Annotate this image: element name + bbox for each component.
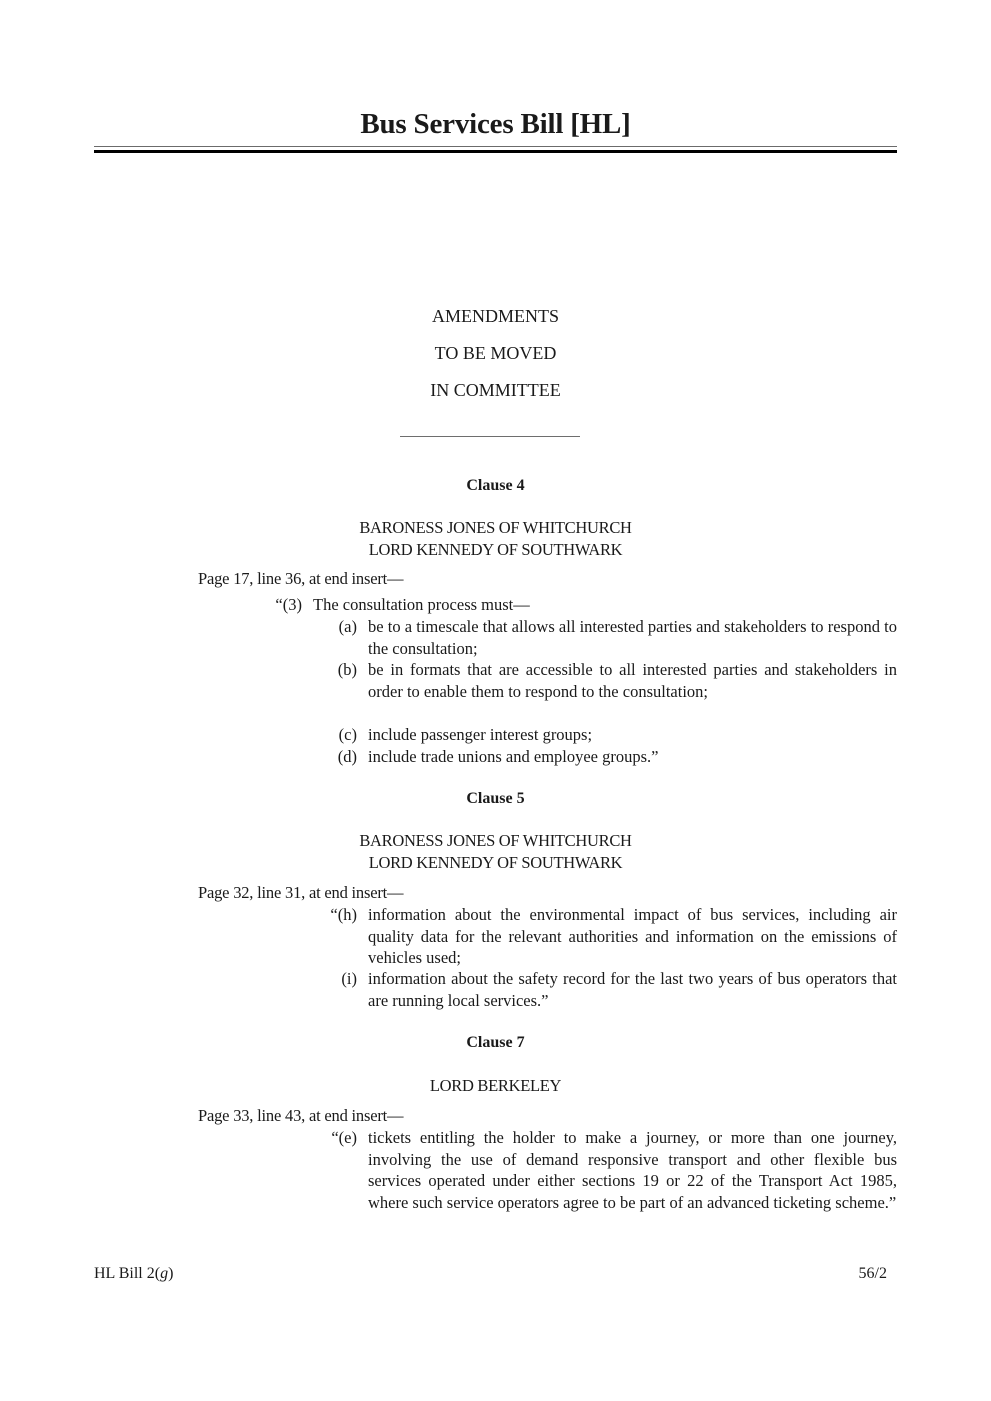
subsection-label: “(3)	[275, 595, 302, 614]
amendment-instruction: Page 17, line 36, at end insert—	[198, 569, 404, 588]
bill-ref-suffix: )	[168, 1265, 174, 1282]
paragraph-text: include trade unions and employee groups.”	[368, 747, 659, 766]
paragraph-label: (i)	[341, 969, 357, 988]
paragraph-label: “(e)	[331, 1128, 357, 1147]
sponsor-name: LORD BERKELEY	[429, 1076, 562, 1095]
amendment-instruction: Page 33, line 43, at end insert—	[198, 1106, 404, 1125]
paragraph-label: (b)	[337, 660, 357, 679]
clause-heading: Clause 7	[466, 1034, 525, 1051]
page-code: 56/2	[858, 1265, 887, 1282]
paragraph-label: (c)	[338, 725, 357, 744]
paragraph-text: information about the environmental impact of bus services, including air quality data for the relevant authorities and information on the emissions of vehicles used;	[368, 905, 897, 967]
clause-heading: Clause 4	[466, 477, 525, 494]
sponsor-name: LORD KENNEDY OF SOUTHWARK	[368, 540, 623, 559]
title-rule-thin	[94, 146, 897, 147]
stage-line-amendments: AMENDMENTS	[431, 306, 559, 326]
sponsor-name: BARONESS JONES OF WHITCHURCH	[359, 831, 632, 850]
paragraph-text: tickets entitling the holder to make a journey, or more than one journey, involving the use of demand responsive transport and other flexible bus services operated under either sections 19 or 22 of the Transport Act 1985, where such service operators agree to be part of an advanced ticketing scheme.”	[368, 1128, 897, 1212]
subsection-text: The consultation process must—	[313, 595, 530, 614]
paragraph-label: “(h)	[330, 905, 357, 924]
sponsor-name: BARONESS JONES OF WHITCHURCH	[359, 518, 632, 537]
paragraph-label: (a)	[338, 617, 357, 636]
paragraph-text: be to a timescale that allows all interested parties and stakeholders to respond to the consultation;	[368, 617, 897, 658]
document-title: Bus Services Bill [HL]	[360, 108, 631, 140]
paragraph-text: be in formats that are accessible to all interested parties and stakeholders in order to enable them to respond to the consultation;	[368, 660, 897, 701]
paragraph-text: include passenger interest groups;	[368, 725, 593, 744]
amendment-instruction: Page 32, line 31, at end insert—	[198, 883, 404, 902]
bill-ref-letter: g	[160, 1265, 169, 1282]
bill-reference	[94, 1265, 173, 1283]
sponsor-name: LORD KENNEDY OF SOUTHWARK	[368, 853, 623, 872]
paragraph-text: information about the safety record for the last two years of bus operators that are running local services.”	[368, 969, 897, 1010]
stage-line-in-committee: IN COMMITTEE	[430, 380, 561, 400]
paragraph-label: (d)	[337, 747, 357, 766]
stage-line-to-be-moved: TO BE MOVED	[434, 343, 557, 363]
section-separator	[400, 436, 580, 437]
clause-heading: Clause 5	[466, 790, 525, 807]
title-rule-thick	[94, 150, 897, 153]
bill-ref-prefix: HL Bill 2(	[94, 1265, 161, 1282]
